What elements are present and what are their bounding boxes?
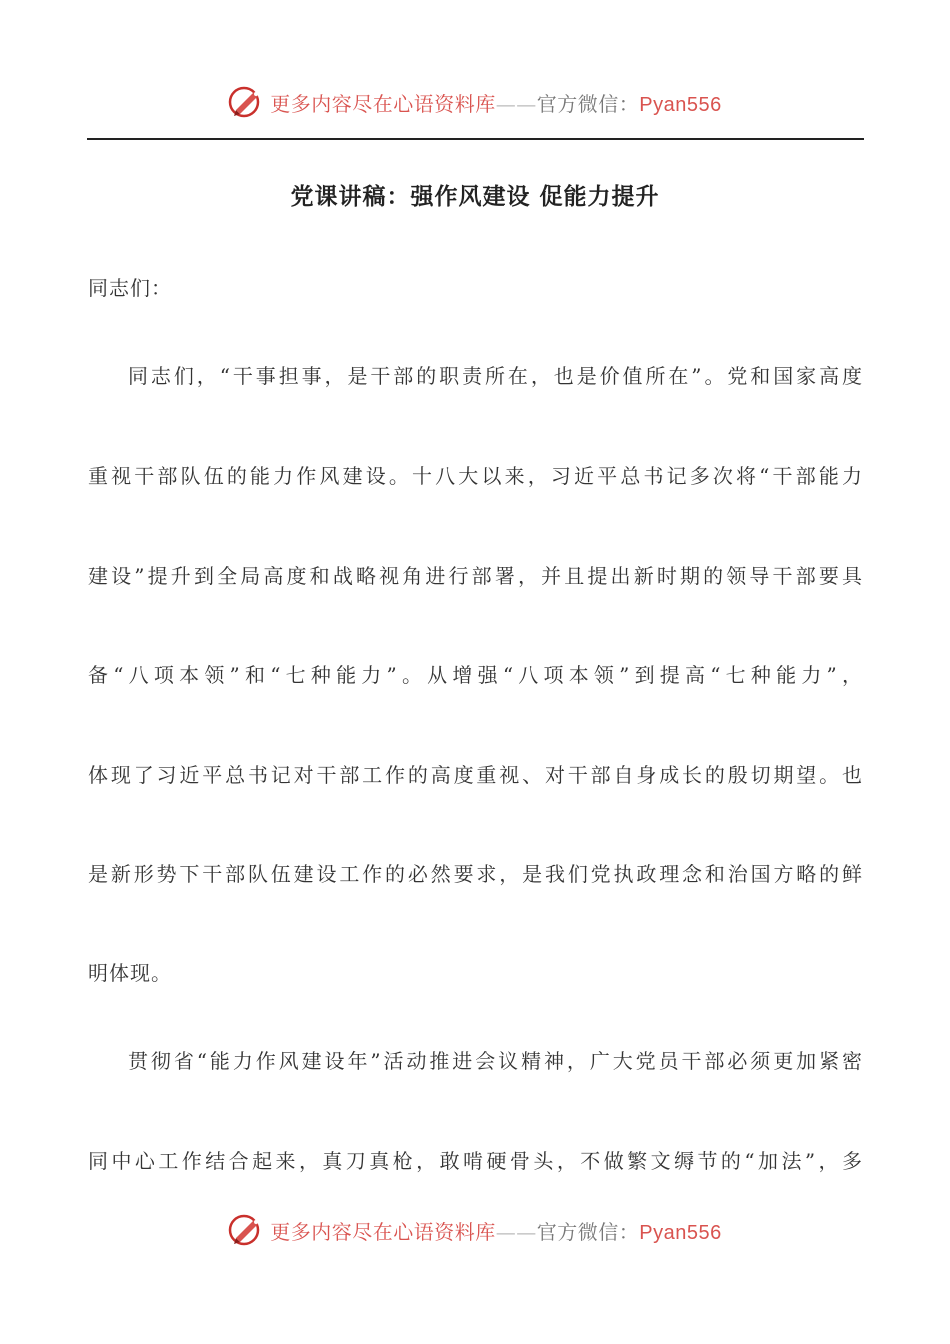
body-line: 明体现。 (88, 961, 172, 985)
banner-dash: —— (495, 91, 537, 116)
footer-banner (0, 1210, 950, 1250)
banner-text (270, 1216, 721, 1245)
body-line: 是新形势下干部队伍建设工作的必然要求，是我们党执政理念和治国方略的鲜 (88, 862, 863, 886)
document-title: 党课讲稿：强作风建设 促能力提升 (290, 184, 660, 210)
body-line: 重视干部队伍的能力作风建设。十八大以来，习近平总书记多次将“干部能力 (88, 464, 863, 488)
body-line: 同志们，“干事担事，是干部的职责所在，也是价值所在”。党和国家高度 (128, 364, 863, 388)
salutation: 同志们： (88, 276, 172, 300)
header-divider (87, 138, 864, 140)
banner-text (270, 88, 721, 117)
header-banner (0, 82, 950, 122)
banner-wechat-id: Pyan556 (639, 1221, 722, 1244)
banner-dash: —— (495, 1219, 537, 1244)
body-line: 建设”提升到全局高度和战略视角进行部署，并且提出新时期的领导干部要具 (88, 564, 863, 588)
body-line: 同中心工作结合起来，真刀真枪，敢啃硬骨头，不做繁文缛节的“加法”，多 (88, 1149, 863, 1173)
banner-wechat-id: Pyan556 (639, 93, 722, 116)
body-line: 体现了习近平总书记对干部工作的高度重视、对干部自身成长的殷切期望。也 (88, 763, 863, 787)
banner-main-text: 更多内容尽在心语资料库 (270, 91, 496, 116)
banner-wechat-label: 官方微信： (536, 91, 640, 116)
body-line: 贯彻省“能力作风建设年”活动推进会议精神，广大党员干部必须更加紧密 (128, 1049, 863, 1073)
banner-main-text: 更多内容尽在心语资料库 (270, 1219, 496, 1244)
body-line: 备“八项本领”和“七种能力”。从增强“八项本领”到提高“七种能力”， (88, 663, 863, 687)
banner-wechat-label: 官方微信： (536, 1219, 640, 1244)
pen-logo-icon (228, 84, 264, 120)
pen-logo-icon (228, 1212, 264, 1248)
